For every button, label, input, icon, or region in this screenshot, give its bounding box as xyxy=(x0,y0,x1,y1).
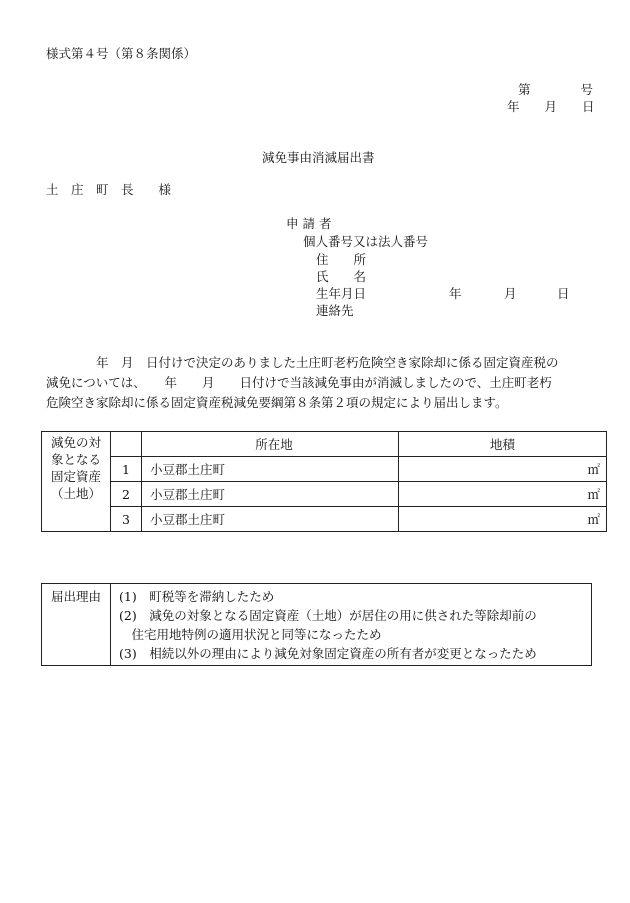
category-line: 象となる xyxy=(50,452,101,467)
birthdate-year: 年 xyxy=(449,286,462,301)
birthdate-day: 日 xyxy=(557,286,570,301)
reason-item-continuation: 住宅用地特例の適用状況と同等になったため xyxy=(119,627,382,642)
category-line: （土地） xyxy=(50,486,101,501)
document-number: 第 号 xyxy=(518,82,594,97)
birthdate-month: 月 xyxy=(504,286,517,301)
location-cell[interactable]: 小豆郡土庄町 xyxy=(142,457,399,482)
name-label: 氏 名 xyxy=(316,269,367,284)
area-cell[interactable]: ㎡ xyxy=(399,457,607,482)
document-date: 年 月 日 xyxy=(507,99,595,114)
reason-label: 届出理由 xyxy=(42,584,111,666)
contact-label: 連絡先 xyxy=(316,303,354,318)
body-line: 年 月 日付けで決定のありました土庄町老朽危険空き家除却に係る固定資産税の xyxy=(46,355,559,370)
location-header: 所在地 xyxy=(142,432,399,457)
property-table xyxy=(41,431,607,532)
body-paragraph xyxy=(46,353,592,413)
body-line: 危険空き家除却に係る固定資産税減免要綱第８条第２項の規定により届出します。 xyxy=(46,395,508,410)
table-row xyxy=(42,457,607,482)
property-category-cell xyxy=(42,432,111,532)
addressee: 土 庄 町 長 様 xyxy=(46,182,172,197)
table-row xyxy=(42,507,607,532)
row-number: 1 xyxy=(111,457,142,482)
reason-table xyxy=(41,583,592,666)
category-line: 減免の対 xyxy=(50,435,101,450)
table-row xyxy=(42,482,607,507)
area-header: 地積 xyxy=(399,432,607,457)
row-number: 3 xyxy=(111,507,142,532)
body-line: 減免については、 年 月 日付けで当該減免事由が消滅しましたので、土庄町老朽 xyxy=(46,375,552,390)
applicant-heading: 申 請 者 xyxy=(286,216,332,231)
row-number: 2 xyxy=(111,482,142,507)
reason-item[interactable]: (2) 減免の対象となる固定資産（土地）が居住の用に供された等除却前の xyxy=(119,608,537,623)
reason-item[interactable]: (3) 相続以外の理由により減免対象固定資産の所有者が変更となったため xyxy=(119,646,537,661)
location-cell[interactable]: 小豆郡土庄町 xyxy=(142,507,399,532)
birthdate-label: 生年月日 xyxy=(316,286,367,301)
address-label: 住 所 xyxy=(316,252,367,267)
reason-item[interactable]: (1) 町税等を滞納したため xyxy=(119,589,275,604)
area-cell[interactable]: ㎡ xyxy=(399,507,607,532)
category-line: 固定資産 xyxy=(50,469,101,484)
area-cell[interactable]: ㎡ xyxy=(399,482,607,507)
location-cell[interactable]: 小豆郡土庄町 xyxy=(142,482,399,507)
id-number-label: 個人番号又は法人番号 xyxy=(303,234,429,249)
header-number-cell xyxy=(111,432,142,457)
document-title: 減免事由消滅届出書 xyxy=(262,150,375,165)
form-number-label: 様式第４号（第８条関係） xyxy=(46,46,197,61)
reason-list xyxy=(111,584,592,666)
